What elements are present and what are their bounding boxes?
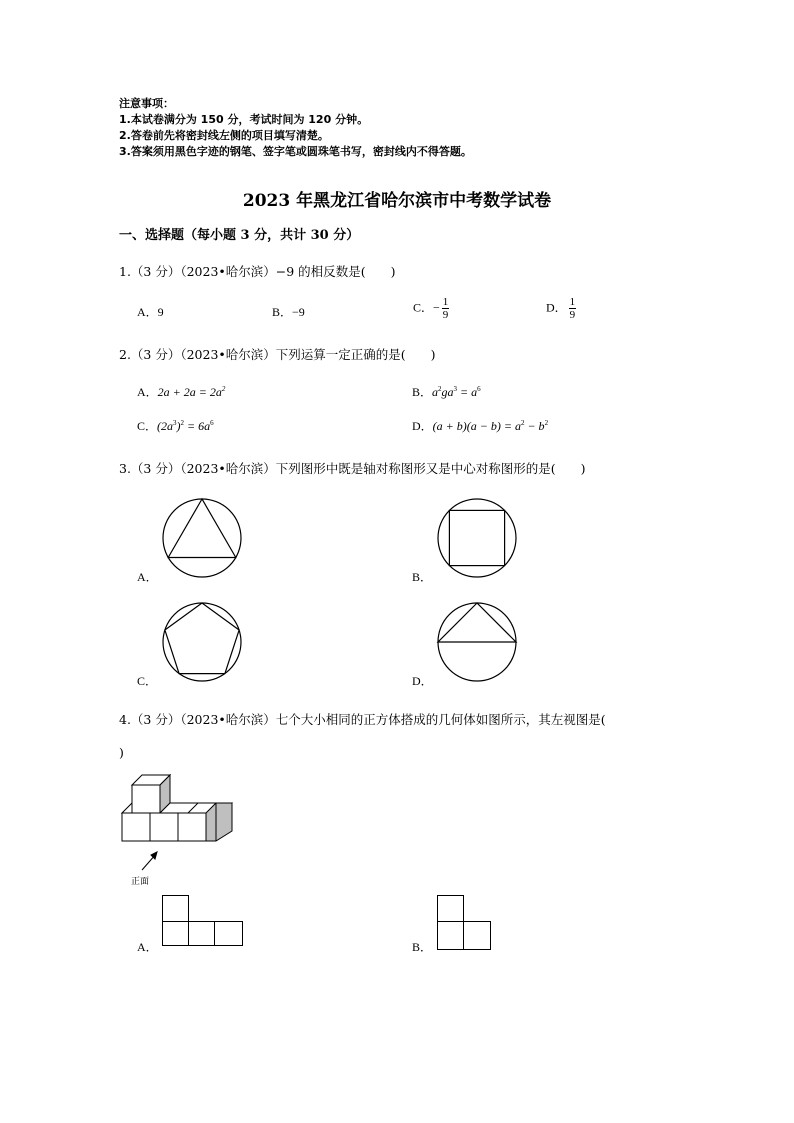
q2-b-expr-3: = a bbox=[457, 385, 478, 399]
q1-d-numerator: 1 bbox=[569, 296, 576, 308]
q4-option-b-view bbox=[435, 893, 495, 953]
notice-item-1: 1.本试卷满分为 150 分，考试时间为 120 分钟。 bbox=[119, 113, 369, 126]
q2-a-label: A． bbox=[137, 385, 158, 399]
q2-b-sup-2: 3 bbox=[453, 385, 458, 393]
q3-figure-c-circle-pentagon bbox=[160, 600, 244, 684]
q3-option-a: A． bbox=[137, 570, 158, 584]
q2-option-a bbox=[137, 383, 225, 400]
q3-figure-b-circle-square bbox=[435, 496, 519, 580]
q3-option-d: D． bbox=[412, 674, 433, 688]
q2-a-sup: 2 bbox=[221, 385, 226, 393]
question-1-stem: 1.（3 分）（2023•哈尔滨）−9 的相反数是( ) bbox=[119, 264, 396, 279]
q2-d-sup-1: 2 bbox=[520, 419, 525, 427]
q2-b-expr-2: ga bbox=[441, 385, 454, 399]
q2-b-sup-1: 2 bbox=[438, 385, 442, 393]
q4-option-a-view bbox=[160, 893, 246, 949]
section-heading: 一、选择题（每小题 3 分，共计 30 分） bbox=[119, 228, 360, 243]
notice-item-3: 3.答案须用黑色字迹的钢笔、签字笔或圆珠笔书写，密封线内不得答题。 bbox=[119, 145, 472, 158]
q4-option-b: B． bbox=[412, 940, 433, 954]
question-3-stem: 3.（3 分）（2023•哈尔滨）下列图形中既是轴对称图形又是中心对称图形的是( ) bbox=[119, 461, 586, 476]
q2-c-sup-1: 3 bbox=[173, 419, 177, 427]
q1-option-d-fraction bbox=[569, 296, 577, 321]
q4-front-label: 正面 bbox=[131, 877, 150, 887]
q2-d-label: D． bbox=[412, 419, 433, 433]
q2-d-sup-2: 2 bbox=[544, 419, 549, 427]
page-title: 2023 年黑龙江省哈尔滨市中考数学试卷 bbox=[242, 191, 552, 211]
q1-option-c bbox=[413, 296, 449, 321]
q1-option-d-prefix: D． bbox=[546, 300, 567, 315]
q3-figure-a-circle-triangle bbox=[160, 496, 244, 580]
q1-c-denominator: 9 bbox=[442, 309, 449, 321]
q1-option-c-prefix: C．− bbox=[413, 300, 440, 315]
q4-option-a: A． bbox=[137, 940, 158, 954]
q2-c-sup-3: 6 bbox=[210, 419, 214, 427]
q3-option-b: B． bbox=[412, 570, 433, 584]
q1-d-denominator: 9 bbox=[569, 309, 576, 321]
question-2-stem: 2.（3 分）（2023•哈尔滨）下列运算一定正确的是( ) bbox=[119, 347, 436, 362]
q2-option-b bbox=[412, 383, 481, 400]
notice-block bbox=[119, 96, 472, 160]
notice-item-2: 2.答卷前先将密封线左侧的项目填写清楚。 bbox=[119, 129, 329, 142]
q2-a-expr: 2a + 2a = 2a bbox=[157, 385, 222, 399]
q1-c-numerator: 1 bbox=[442, 296, 449, 308]
q2-c-expr-2: ) bbox=[176, 419, 181, 433]
question-4-stem: 4.（3 分）（2023•哈尔滨）七个大小相同的正方体搭成的几何体如图所示，其左视图是( bbox=[119, 712, 606, 727]
q2-d-expr-2: − b bbox=[524, 419, 545, 433]
q2-b-label: B． bbox=[412, 385, 433, 399]
q2-c-sup-2: 2 bbox=[180, 419, 185, 427]
q1-option-b: B．−9 bbox=[272, 305, 305, 319]
notice-heading: 注意事项： bbox=[119, 97, 174, 110]
q2-d-expr-1: (a + b)(a − b) = a bbox=[432, 419, 521, 433]
q3-option-c: C． bbox=[137, 674, 158, 688]
q1-option-c-fraction bbox=[442, 296, 450, 321]
q2-c-expr-1: (2a bbox=[157, 419, 174, 433]
q3-figure-d-circle-triangle-chord bbox=[435, 600, 519, 684]
q2-b-expr-1: a bbox=[432, 385, 439, 399]
q2-c-expr-3: = 6a bbox=[184, 419, 211, 433]
q2-b-sup-3: 6 bbox=[477, 385, 481, 393]
q2-option-d bbox=[412, 417, 548, 434]
q1-option-d bbox=[546, 296, 576, 321]
q2-option-c bbox=[137, 417, 214, 434]
question-4-stem-cont: ) bbox=[119, 745, 124, 760]
q2-c-label: C． bbox=[137, 419, 158, 433]
q4-cube-solid-figure bbox=[115, 770, 240, 888]
q1-option-a: A．9 bbox=[137, 305, 164, 319]
